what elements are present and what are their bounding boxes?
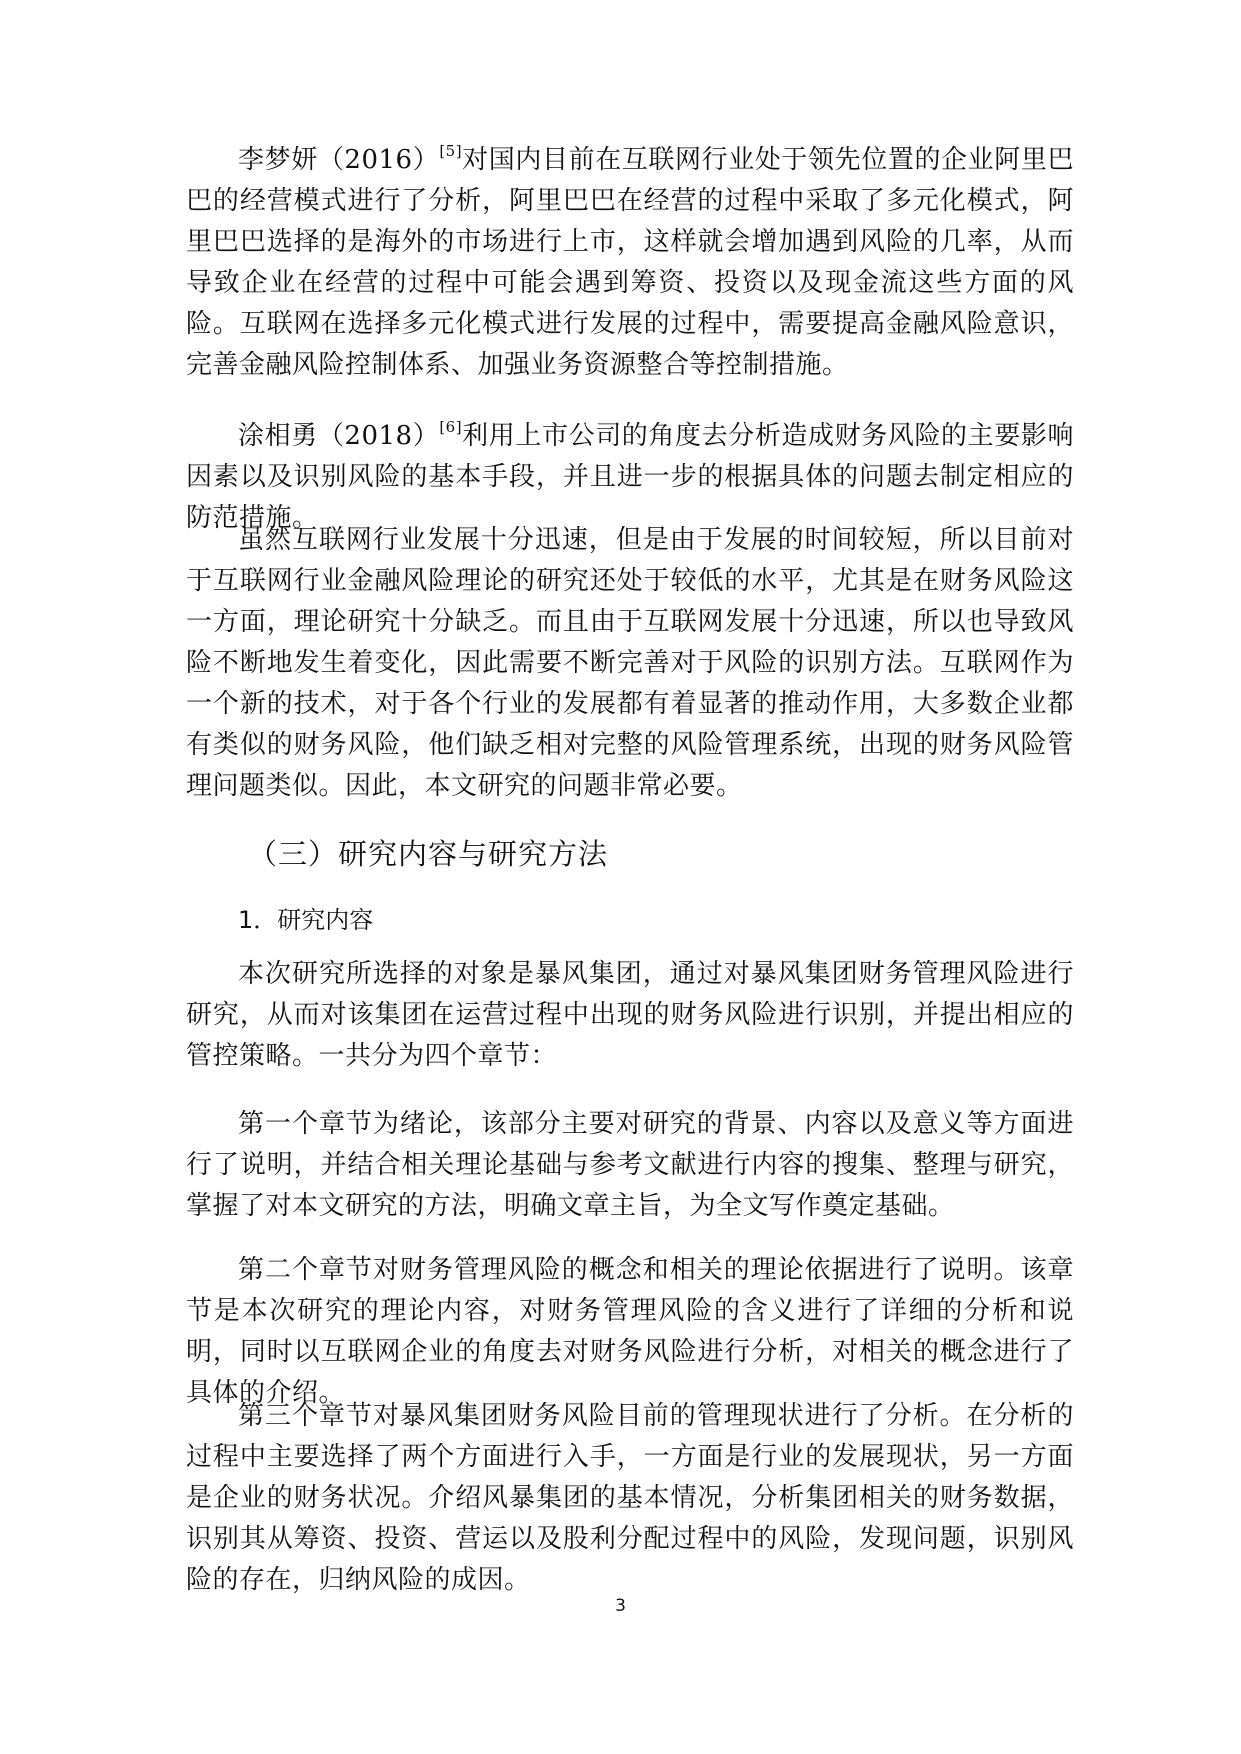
- paragraph-text: 虽然互联网行业发展十分迅速，但是由于发展的时间较短，所以目前对于互联网行业金融风险理论的研究还处于较低的水平，尤其是在财务风险这一方面，理论研究十分缺乏。而且由于互联网发展十分迅速，所以也导致风险不断地发生着变化，因此需要不断完善对于风险的识别方法。互联网作为一个新的技术，对于各个行业的发展都有着显著的推动作用，大多数企业都有类似的财务风险，他们缺乏相对完整的风险管理系统，出现的财务风险管理问题类似。因此，本文研究的问题非常必要。: [186, 525, 1074, 801]
- paragraph-text: 利用上市公司的角度去分析造成财务风险的主要影响因素以及识别风险的基本手段，并且进一步的根据具体的问题去制定相应的防范措施。: [186, 421, 1074, 533]
- author-name: 李梦妍: [238, 145, 318, 175]
- paragraph-li-mengyan: [186, 140, 1074, 386]
- page-number: 3: [615, 1596, 626, 1616]
- paragraph-research-object: 本次研究所选择的对象是暴风集团，通过对暴风集团财务管理风险进行研究，从而对该集团在运营过程中出现的财务风险进行识别，并提出相应的管控策略。一共分为四个章节：: [186, 959, 1074, 1071]
- paragraph-chapter-one: 第一个章节为绪论，该部分主要对研究的背景、内容以及意义等方面进行了说明，并结合相关理论基础与参考文献进行内容的搜集、整理与研究，掌握了对本文研究的方法，明确文章主旨，为全文写作奠定基础。: [186, 1109, 1074, 1221]
- citation-year: （2018）: [317, 421, 440, 451]
- citation-ref: [5]: [439, 142, 463, 160]
- author-name: 涂相勇: [238, 421, 318, 451]
- sub-heading: 1．研究内容: [238, 906, 374, 934]
- paragraph-chapter-three: 第三个章节对暴风集团财务风险目前的管理现状进行了分析。在分析的过程中主要选择了两个方面进行入手，一方面是行业的发展现状，另一方面是企业的财务状况。介绍风暴集团的基本情况，分析集团相关的财务数据，识别其从筹资、投资、营运以及股利分配过程中的风险，发现问题，识别风险的存在，归纳风险的成因。: [186, 1401, 1074, 1595]
- citation-ref: [6]: [439, 418, 463, 436]
- paragraph-summary: [186, 520, 1074, 807]
- paragraph-chapter-two: 第二个章节对财务管理风险的概念和相关的理论依据进行了说明。该章节是本次研究的理论内容，对财务管理风险的含义进行了详细的分析和说明，同时以互联网企业的角度去对财务风险进行分析，对相关的概念进行了具体的介绍。: [186, 1255, 1074, 1408]
- citation-year: （2016）: [317, 145, 440, 175]
- paragraph-text: 对国内目前在互联网行业处于领先位置的企业阿里巴巴的经营模式进行了分析，阿里巴巴在经营的过程中采取了多元化模式，阿里巴巴选择的是海外的市场进行上市，这样就会增加遇到风险的几率，从而导致企业在经营的过程中可能会遇到筹资、投资以及现金流这些方面的风险。互联网在选择多元化模式进行发展的过程中，需要提高金融风险意识，完善金融风险控制体系、加强业务资源整合等控制措施。: [186, 145, 1074, 380]
- section-heading: （三）研究内容与研究方法: [248, 837, 609, 871]
